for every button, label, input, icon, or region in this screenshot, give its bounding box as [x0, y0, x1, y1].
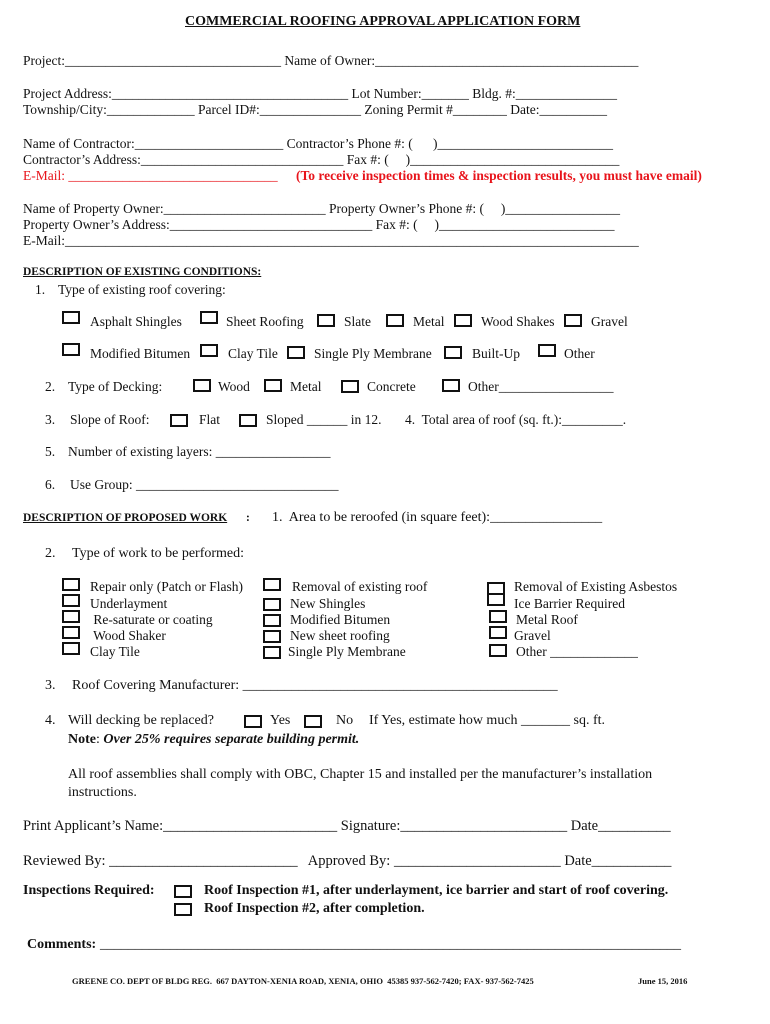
wood-shakes-checkbox[interactable] — [454, 314, 472, 327]
decking-wood-checkbox[interactable] — [193, 379, 211, 392]
built-up-checkbox[interactable] — [444, 346, 462, 359]
compliance-line-2: instructions. — [68, 785, 137, 800]
footer-date: June 15, 2016 — [638, 976, 688, 986]
new-sheet-roofing-label: New sheet roofing — [290, 628, 390, 643]
slope-sloped-label: Sloped ______ in 12. — [266, 412, 382, 427]
proposed-modified-bitumen-checkbox[interactable] — [263, 614, 281, 627]
proposed-gravel-label: Gravel — [514, 628, 551, 643]
proposed-other-label: Other _____________ — [516, 644, 638, 659]
metal-label: Metal — [413, 314, 445, 329]
wood-shaker-checkbox[interactable] — [62, 626, 80, 639]
slope-flat-checkbox[interactable] — [170, 414, 188, 427]
contractor-email-line[interactable]: E-Mail: _______________________________ — [23, 168, 278, 183]
proposed-single-ply-checkbox[interactable] — [263, 646, 281, 659]
other-covering-label: Other — [564, 346, 595, 361]
footer-address: GREENE CO. DEPT OF BLDG REG. 667 DAYTON-XENIA ROAD, XENIA, OHIO 45385 937-562-7420; FAX- 937-562-7425 — [72, 976, 534, 986]
project-owner-line[interactable]: Project:________________________________ Name of Owner:_______________________________________ — [23, 53, 639, 68]
new-sheet-roofing-checkbox[interactable] — [263, 630, 281, 643]
use-group-field[interactable]: Use Group: ______________________________ — [70, 477, 339, 492]
township-parcel-line[interactable]: Township/City:_____________ Parcel ID#:_______________ Zoning Permit #________ Date:__________ — [23, 102, 608, 117]
decking-wood-label: Wood — [218, 379, 250, 394]
removal-existing-roof-label: Removal of existing roof — [292, 579, 428, 594]
q2-number: 2. — [45, 379, 56, 394]
q3-number: 3. — [45, 412, 56, 427]
modified-bitumen-checkbox[interactable] — [62, 343, 80, 356]
wood-shakes-label: Wood Shakes — [481, 314, 555, 329]
applicant-signature-line[interactable]: Print Applicant’s Name:________________________ Signature:_______________________ Date__________ — [23, 818, 671, 834]
removal-asbestos-label: Removal of Existing Asbestos — [514, 579, 678, 594]
property-owner-name-line[interactable]: Name of Property Owner:________________________ Property Owner’s Phone #: ( )_________________ — [23, 201, 621, 216]
metal-checkbox[interactable] — [386, 314, 404, 327]
q6-number: 6. — [45, 477, 56, 492]
slope-sloped-checkbox[interactable] — [239, 414, 257, 427]
decking-concrete-label: Concrete — [367, 379, 416, 394]
ice-barrier-checkbox[interactable] — [487, 593, 505, 606]
note-label: Note — [68, 732, 96, 747]
other-covering-checkbox[interactable] — [538, 344, 556, 357]
slate-checkbox[interactable] — [317, 314, 335, 327]
proposed-work-heading: DESCRIPTION OF PROPOSED WORK — [23, 512, 228, 524]
decking-label: Type of Decking: — [68, 379, 163, 394]
metal-roof-label: Metal Roof — [516, 612, 578, 627]
asphalt-shingles-label: Asphalt Shingles — [90, 314, 182, 329]
decking-replaced-yes-checkbox[interactable] — [244, 715, 262, 728]
review-approval-line[interactable]: Reviewed By: __________________________ Approved By: _______________________ Date___________ — [23, 853, 672, 869]
compliance-line-1: All roof assemblies shall comply with OBC, Chapter 15 and installed per the manufacturer’s installation — [68, 767, 653, 782]
inspection-1-label: Roof Inspection #1, after underlayment, ice barrier and start of roof covering. — [204, 883, 669, 898]
slope-flat-label: Flat — [199, 412, 221, 427]
resaturate-label: Re-saturate or coating — [90, 612, 213, 627]
proposed-work-heading-colon: : — [246, 512, 250, 524]
gravel-label: Gravel — [591, 314, 628, 329]
ice-barrier-label: Ice Barrier Required — [514, 596, 625, 611]
project-address-line[interactable]: Project Address:___________________________________ Lot Number:_______ Bldg. #:_______________ — [23, 86, 617, 101]
decking-estimate-field[interactable]: If Yes, estimate how much _______ sq. ft. — [369, 713, 606, 728]
proposed-modified-bitumen-label: Modified Bitumen — [290, 612, 391, 627]
contractor-name-line[interactable]: Name of Contractor:______________________ Contractor’s Phone #: ( )__________________________ — [23, 136, 613, 151]
clay-tile-label: Clay Tile — [228, 346, 278, 361]
note-line — [68, 732, 359, 748]
proposed-clay-tile-label: Clay Tile — [90, 644, 140, 659]
proposed-single-ply-label: Single Ply Membrane — [288, 644, 406, 659]
decking-replaced-yes-label: Yes — [270, 713, 291, 728]
new-shingles-label: New Shingles — [290, 596, 366, 611]
single-ply-membrane-label: Single Ply Membrane — [314, 346, 432, 361]
built-up-label: Built-Up — [472, 346, 521, 361]
total-roof-area-field[interactable]: 4. Total area of roof (sq. ft.):_________. — [405, 412, 627, 427]
decking-replaced-label: Will decking be replaced? — [68, 713, 214, 728]
proposed-q3-number: 3. — [45, 678, 56, 693]
inspection-2-label: Roof Inspection #2, after completion. — [204, 901, 425, 916]
repair-only-checkbox[interactable] — [62, 578, 80, 591]
gravel-checkbox[interactable] — [564, 314, 582, 327]
decking-replaced-no-checkbox[interactable] — [304, 715, 322, 728]
removal-existing-roof-checkbox[interactable] — [263, 578, 281, 591]
property-owner-address-line[interactable]: Property Owner’s Address:______________________________ Fax #: ( )__________________________ — [23, 217, 615, 232]
q5-number: 5. — [45, 444, 56, 459]
manufacturer-field[interactable]: Roof Covering Manufacturer: _____________________________________________ — [72, 678, 558, 693]
slope-label: Slope of Roof: — [70, 412, 150, 427]
decking-other-label: Other_________________ — [468, 379, 614, 394]
slate-label: Slate — [344, 314, 371, 329]
q1-label: Type of existing roof covering: — [58, 282, 226, 297]
proposed-other-checkbox[interactable] — [489, 644, 507, 657]
proposed-clay-tile-checkbox[interactable] — [62, 642, 80, 655]
proposed-gravel-checkbox[interactable] — [489, 626, 507, 639]
wood-shaker-label: Wood Shaker — [90, 628, 166, 643]
inspection-1-checkbox[interactable] — [174, 885, 192, 898]
asphalt-shingles-checkbox[interactable] — [62, 311, 80, 324]
resaturate-checkbox[interactable] — [62, 610, 80, 623]
type-of-work-label: Type of work to be performed: — [72, 546, 245, 561]
sheet-roofing-checkbox[interactable] — [200, 311, 218, 324]
clay-tile-checkbox[interactable] — [200, 344, 218, 357]
proposed-q2-number: 2. — [45, 546, 56, 561]
form-title: COMMERCIAL ROOFING APPROVAL APPLICATION FORM — [185, 14, 581, 29]
decking-metal-label: Metal — [290, 379, 322, 394]
new-shingles-checkbox[interactable] — [263, 598, 281, 611]
single-ply-membrane-checkbox[interactable] — [287, 346, 305, 359]
modified-bitumen-label: Modified Bitumen — [90, 346, 191, 361]
proposed-q4-number: 4. — [45, 713, 56, 728]
underlayment-checkbox[interactable] — [62, 594, 80, 607]
repair-only-label: Repair only (Patch or Flash) — [90, 579, 243, 594]
decking-other-checkbox[interactable] — [442, 379, 460, 392]
q1-number: 1. — [35, 282, 46, 297]
existing-layers-field[interactable]: Number of existing layers: _________________ — [68, 444, 331, 459]
email-requirement-note: (To receive inspection times & inspection results, you must have email) — [296, 168, 702, 183]
decking-replaced-no-label: No — [336, 713, 354, 728]
property-owner-email-line[interactable]: E-Mail:_____________________________________________________________________________________ — [23, 233, 639, 248]
reroof-area-field[interactable]: 1. Area to be reroofed (in square feet):________________ — [272, 510, 603, 525]
metal-roof-checkbox[interactable] — [489, 610, 507, 623]
inspections-required-label: Inspections Required: — [23, 883, 155, 898]
decking-metal-checkbox[interactable] — [264, 379, 282, 392]
note-text: Over 25% requires separate building permit. — [103, 732, 360, 747]
note-colon: : — [96, 732, 104, 747]
contractor-address-line[interactable]: Contractor’s Address:______________________________ Fax #: ( )_______________________________ — [23, 152, 620, 167]
sheet-roofing-label: Sheet Roofing — [226, 314, 304, 329]
comments-label: Comments: — [27, 937, 97, 952]
existing-conditions-heading: DESCRIPTION OF EXISTING CONDITIONS: — [23, 266, 262, 278]
underlayment-label: Underlayment — [90, 596, 168, 611]
decking-concrete-checkbox[interactable] — [341, 380, 359, 393]
comments-field[interactable]: ___________________________________________________________________________________ — [100, 937, 681, 952]
inspection-2-checkbox[interactable] — [174, 903, 192, 916]
